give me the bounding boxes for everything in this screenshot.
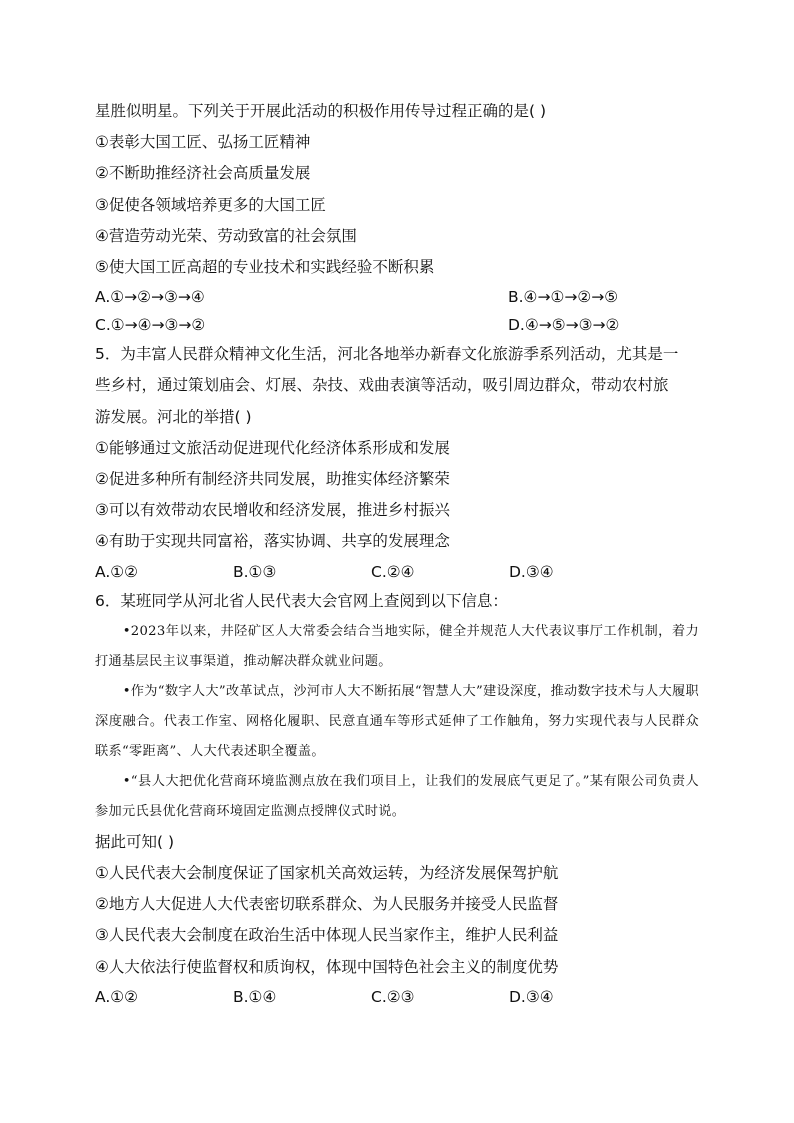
statement-item: ①能够通过文旅活动促进现代化经济体系形成和发展 — [95, 438, 450, 457]
question-4-options-row-2 — [95, 311, 699, 339]
question-6-options — [95, 983, 699, 1011]
question-5-stem-line: 些乡村，通过策划庙会、灯展、杂技、戏曲表演等活动，吸引周边群众，带动农村旅 — [95, 376, 669, 395]
statement-item: ③可以有效带动农民增收和经济发展，推进乡村振兴 — [95, 501, 450, 520]
question-4 — [95, 96, 699, 339]
statement-item: ②促进多种所有制经济共同发展，助推实体经济繁荣 — [95, 470, 450, 489]
info-quote: •作为“数字人大”改革试点，沙河市人大不断拓展“智慧人大”建设深度，推动数字技术与人大履职深度融合。代表工作室、网格化履职、民意直通车等形式延伸了工作触角，努力实现代表与人民群众联系“零距离”、人大代表述职全覆盖。 — [95, 683, 699, 759]
exam-page — [95, 96, 699, 1011]
statement-item: ④有助于实现共同富裕，落实协调、共享的发展理念 — [95, 532, 450, 551]
question-5 — [95, 339, 699, 585]
option-c[interactable]: C.①→④→③→② — [95, 316, 206, 335]
option-d[interactable]: D.③④ — [509, 987, 554, 1006]
option-a[interactable]: A.①② — [95, 562, 139, 581]
option-c[interactable]: C.②③ — [371, 987, 415, 1006]
option-d[interactable]: D.③④ — [509, 562, 554, 581]
option-b[interactable]: B.①③ — [233, 562, 277, 581]
option-b[interactable]: B.①④ — [233, 987, 277, 1006]
option-d[interactable]: D.④→⑤→③→② — [508, 316, 620, 335]
statement-item: ②地方人大促进人大代表密切联系群众、为人民服务并接受人民监督 — [95, 895, 559, 914]
statement-item: ⑤使大国工匠高超的专业技术和实践经验不断积累 — [95, 258, 435, 277]
statement-item: ④人大依法行使监督权和质询权，体现中国特色社会主义的制度优势 — [95, 957, 559, 976]
info-quote: •2023年以来，井陉矿区人大常委会结合当地实际，健全并规范人大代表议事厅工作机制，着力打通基层民主议事渠道，推动解决群众就业问题。 — [95, 623, 699, 669]
statement-item: ①人民代表大会制度保证了国家机关高效运转，为经济发展保驾护航 — [95, 864, 559, 883]
question-5-stem-line: 游发展。河北的举措( ) — [95, 407, 252, 426]
question-6-stem: 6．某班同学从河北省人民代表大会官网上查阅到以下信息： — [95, 591, 508, 610]
statement-item: ①表彰大国工匠、弘扬工匠精神 — [95, 133, 311, 152]
statement-item: ③促使各领域培养更多的大国工匠 — [95, 195, 326, 214]
question-6-prompt: 据此可知( ) — [95, 832, 175, 851]
statement-item: ③人民代表大会制度在政治生活中体现人民当家作主，维护人民利益 — [95, 926, 559, 945]
statement-item: ②不断助推经济社会高质量发展 — [95, 164, 311, 183]
question-5-stem-line: 5．为丰富人民群众精神文化生活，河北各地举办新春文化旅游季系列活动，尤其是一 — [95, 345, 679, 364]
question-6 — [95, 586, 699, 1011]
question-4-options-row-1 — [95, 283, 699, 311]
statement-item: ④营造劳动光荣、劳动致富的社会氛围 — [95, 226, 357, 245]
question-5-options — [95, 558, 699, 586]
option-a[interactable]: A.①② — [95, 987, 139, 1006]
info-quote: •“县人大把优化营商环境监测点放在我们项目上，让我们的发展底气更足了。”某有限公司负责人参加元氏县优化营商环境固定监测点授牌仪式时说。 — [95, 773, 699, 819]
option-a[interactable]: A.①→②→③→④ — [95, 288, 205, 307]
option-c[interactable]: C.②④ — [371, 562, 415, 581]
option-b[interactable]: B.④→①→②→⑤ — [508, 288, 619, 307]
question-4-stem: 星胜似明星。下列关于开展此活动的积极作用传导过程正确的是( ) — [95, 102, 547, 120]
